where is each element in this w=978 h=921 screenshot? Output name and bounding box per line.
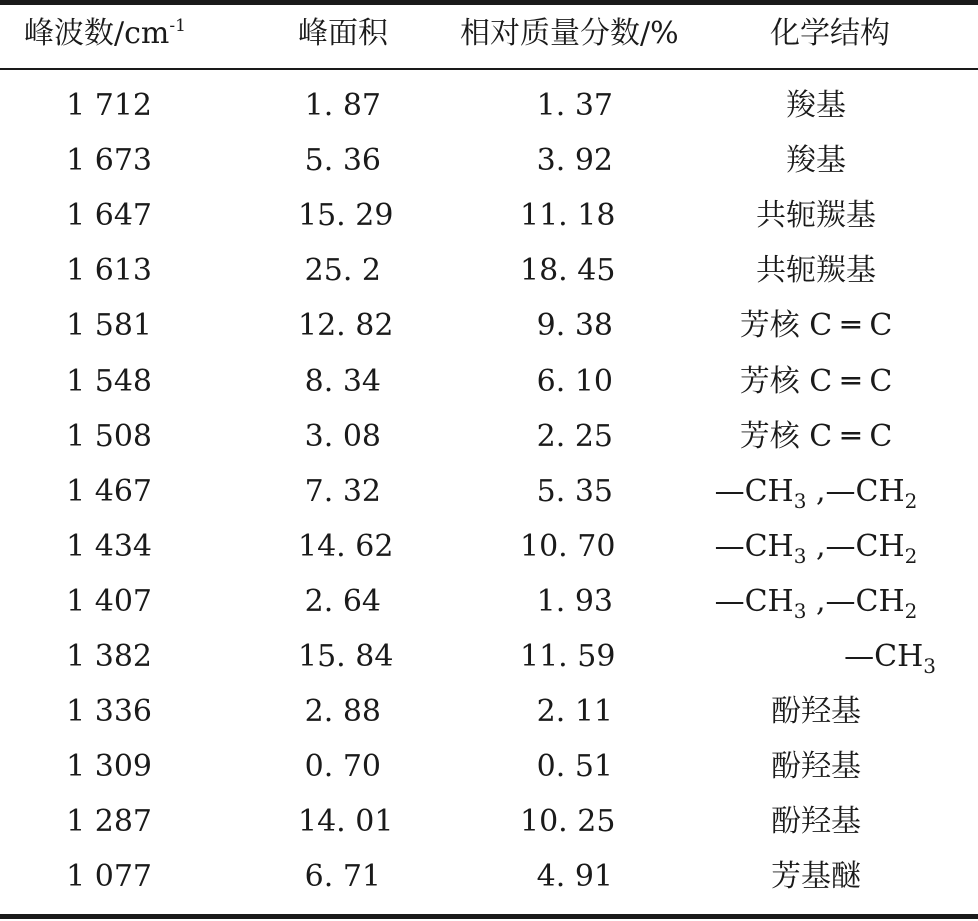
cell-relative-fraction: 11. 59 — [520, 639, 616, 674]
cell-peak-area: 6. 71 — [304, 859, 381, 894]
cell-wavenumber: 1 548 — [66, 364, 152, 399]
header-chemical-structure: 化学结构 — [770, 16, 890, 51]
cell-relative-fraction: 5. 35 — [536, 474, 613, 509]
structure-text: 酚羟基 — [771, 749, 861, 784]
cell-wavenumber: 1 581 — [66, 308, 152, 343]
cell-wavenumber: 1 613 — [66, 253, 152, 288]
structure-subscript: 3 — [793, 544, 807, 568]
cell-peak-area: 15. 29 — [298, 198, 394, 233]
structure-text: 酚羟基 — [771, 804, 861, 839]
structure-subscript: 3 — [793, 489, 807, 513]
cell-relative-fraction: 11. 18 — [520, 198, 616, 233]
cell-relative-fraction: 10. 70 — [520, 529, 616, 564]
structure-text: 羧基 — [786, 88, 846, 123]
cell-relative-fraction: 9. 38 — [536, 308, 613, 343]
structure-subscript: 2 — [904, 489, 918, 513]
cell-chemical-structure — [696, 417, 936, 457]
structure-text: ,—CH — [806, 474, 905, 509]
cell-wavenumber: 1 407 — [66, 584, 152, 619]
structure-text: —CH — [844, 639, 924, 674]
cell-peak-area: 25. 2 — [304, 253, 381, 288]
cell-relative-fraction: 2. 25 — [536, 419, 613, 454]
table-row — [0, 527, 978, 567]
table-row — [0, 306, 978, 346]
cell-relative-fraction: 2. 11 — [536, 694, 613, 729]
cell-chemical-structure — [696, 582, 936, 622]
table-row — [0, 417, 978, 457]
table-row — [0, 747, 978, 787]
structure-text: 共轭羰基 — [756, 198, 876, 233]
structure-text: 芳基醚 — [771, 859, 861, 894]
cell-relative-fraction: 18. 45 — [520, 253, 616, 288]
cell-relative-fraction: 3. 92 — [536, 143, 613, 178]
cell-chemical-structure — [696, 857, 936, 897]
cell-chemical-structure — [696, 306, 936, 346]
cell-peak-area: 12. 82 — [298, 308, 394, 343]
cell-relative-fraction: 4. 91 — [536, 859, 613, 894]
table-row — [0, 141, 978, 181]
cell-peak-area: 14. 01 — [298, 804, 394, 839]
table-row — [0, 472, 978, 512]
header-wavenumber-text: 峰波数/cm — [24, 16, 170, 51]
header-wavenumber-exponent: -1 — [169, 16, 186, 36]
table-row — [0, 857, 978, 897]
cell-peak-area: 15. 84 — [298, 639, 394, 674]
cell-wavenumber: 1 712 — [66, 88, 152, 123]
cell-peak-area: 2. 64 — [304, 584, 381, 619]
cell-chemical-structure — [696, 692, 936, 732]
structure-text: 酚羟基 — [771, 694, 861, 729]
structure-text: —CH — [714, 584, 794, 619]
cell-chemical-structure — [696, 527, 936, 567]
cell-peak-area: 0. 70 — [304, 749, 381, 784]
cell-wavenumber: 1 077 — [66, 859, 152, 894]
cell-chemical-structure — [696, 86, 936, 126]
cell-peak-area: 8. 34 — [304, 364, 381, 399]
cell-chemical-structure — [696, 637, 936, 677]
cell-peak-area: 3. 08 — [304, 419, 381, 454]
structure-text: 芳核 C ═ C — [739, 308, 893, 343]
cell-chemical-structure — [696, 472, 936, 512]
table-row — [0, 637, 978, 677]
table-row — [0, 362, 978, 402]
structure-subscript: 3 — [793, 599, 807, 623]
structure-text: ,—CH — [806, 529, 905, 564]
structure-text: 芳核 C ═ C — [739, 364, 893, 399]
table-header-rule — [0, 68, 978, 70]
table-row — [0, 802, 978, 842]
cell-wavenumber: 1 467 — [66, 474, 152, 509]
cell-relative-fraction: 1. 93 — [536, 584, 613, 619]
structure-text: ,—CH — [806, 584, 905, 619]
cell-wavenumber: 1 508 — [66, 419, 152, 454]
header-wavenumber — [24, 14, 186, 54]
cell-chemical-structure — [696, 251, 936, 291]
cell-wavenumber: 1 336 — [66, 694, 152, 729]
header-peak-area: 峰面积 — [298, 16, 388, 51]
cell-peak-area: 1. 87 — [304, 88, 381, 123]
cell-chemical-structure — [696, 362, 936, 402]
cell-wavenumber: 1 434 — [66, 529, 152, 564]
table-row — [0, 196, 978, 236]
structure-subscript: 3 — [923, 654, 936, 678]
table-row — [0, 582, 978, 622]
table-row — [0, 692, 978, 732]
cell-wavenumber: 1 382 — [66, 639, 152, 674]
cell-wavenumber: 1 647 — [66, 198, 152, 233]
structure-text: 共轭羰基 — [756, 253, 876, 288]
structure-text: —CH — [714, 474, 794, 509]
cell-relative-fraction: 10. 25 — [520, 804, 616, 839]
cell-chemical-structure — [696, 196, 936, 236]
table-row — [0, 86, 978, 126]
cell-chemical-structure — [696, 141, 936, 181]
table-row — [0, 251, 978, 291]
cell-peak-area: 5. 36 — [304, 143, 381, 178]
structure-text: 羧基 — [786, 143, 846, 178]
structure-subscript: 2 — [904, 544, 918, 568]
cell-chemical-structure — [696, 747, 936, 787]
cell-peak-area: 7. 32 — [304, 474, 381, 509]
structure-text: —CH — [714, 529, 794, 564]
structure-subscript: 2 — [904, 599, 918, 623]
cell-relative-fraction: 1. 37 — [536, 88, 613, 123]
cell-wavenumber: 1 287 — [66, 804, 152, 839]
header-relative-mass-fraction: 相对质量分数/% — [460, 16, 679, 51]
structure-text: 芳核 C ═ C — [739, 419, 893, 454]
table-top-rule — [0, 0, 978, 5]
cell-relative-fraction: 0. 51 — [536, 749, 613, 784]
table-bottom-rule — [0, 914, 978, 919]
cell-wavenumber: 1 673 — [66, 143, 152, 178]
cell-wavenumber: 1 309 — [66, 749, 152, 784]
cell-relative-fraction: 6. 10 — [536, 364, 613, 399]
cell-peak-area: 14. 62 — [298, 529, 394, 564]
cell-peak-area: 2. 88 — [304, 694, 381, 729]
cell-chemical-structure — [696, 802, 936, 842]
